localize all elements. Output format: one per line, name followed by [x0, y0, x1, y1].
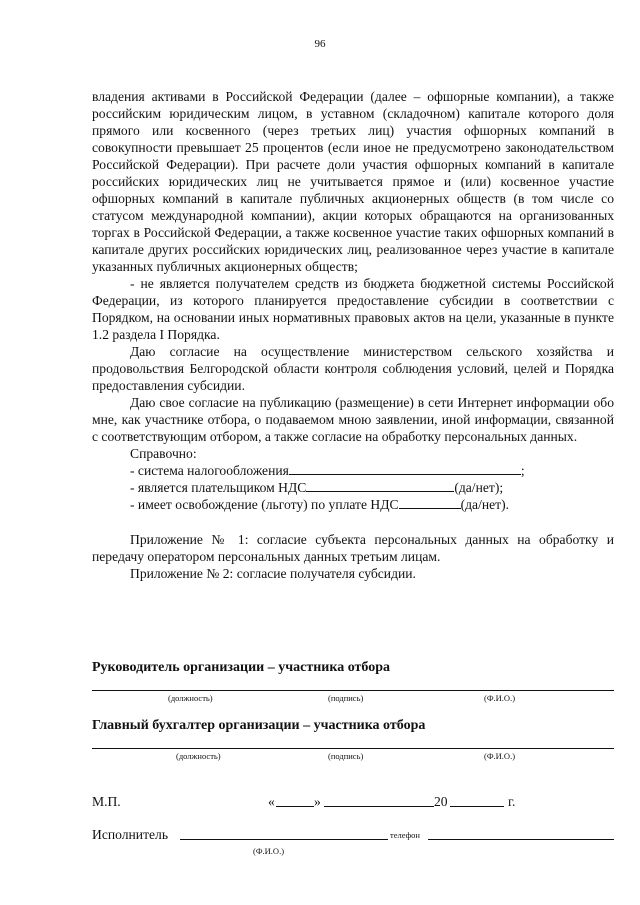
- stamp-label: М.П.: [92, 794, 121, 809]
- head-signature-title: Руководитель организации – участника отбора: [92, 660, 391, 675]
- reference-vat-exempt: - имеет освобождение (льготу) по уплате НДС (да/нет).: [130, 497, 510, 512]
- date-year-suffix: г.: [508, 794, 516, 809]
- date-month-blank: [324, 806, 434, 807]
- head-signature-label: (подпись): [328, 693, 364, 703]
- paragraph-budget: - не является получателем средств из бюджета бюджетной системы Российской Федерации, из которого планируется предоставление субсидии в соответствии с Порядком, на основании иных нормативных правовых актов на цели, указанные в пункте 1.2 раздела I Порядка.: [92, 276, 614, 342]
- reference-tax-system: - система налогообложения ;: [130, 463, 525, 478]
- head-signature-block: [92, 660, 614, 703]
- date-quote-close: »: [314, 794, 321, 809]
- accountant-signature-label: (подпись): [328, 751, 364, 761]
- date-quote-open: «: [268, 794, 275, 809]
- accountant-signature-block: [92, 718, 614, 761]
- accountant-signature-title: Главный бухгалтер организации – участника отбора: [92, 718, 426, 733]
- paragraph-publication-consent: Даю свое согласие на публикацию (размещение) в сети Интернет информации обо мне, как участнике отбора, о подаваемом мною заявлении, иной информации, связанной с соответствующим отбором, а также согласие на обработку персональных данных.: [92, 395, 614, 444]
- appendix-2: Приложение № 2: согласие получателя субсидии.: [130, 566, 416, 581]
- paragraph-control-consent: Даю согласие на осуществление министерством сельского хозяйства и продовольствия Белгородской области контроля соблюдения условий, целей и Порядка предоставления субсидии.: [92, 344, 614, 393]
- vat-payer-blank: [306, 480, 454, 492]
- accountant-position-label: (должность): [176, 751, 221, 761]
- head-position-label: (должность): [168, 693, 213, 703]
- executor-row: [92, 827, 614, 845]
- executor-label: Исполнитель: [92, 827, 169, 842]
- head-name-label: (Ф.И.О.): [484, 693, 516, 703]
- reference-vat-payer: - является плательщиком НДС (да/нет);: [130, 480, 504, 495]
- tax-system-blank: [289, 463, 521, 475]
- date-year-blank: [450, 806, 504, 807]
- page-number: 96: [314, 38, 326, 50]
- stamp-date-row: [92, 794, 614, 812]
- date-day-blank: [276, 806, 314, 807]
- phone-label: телефон: [390, 830, 420, 840]
- document-body: [92, 88, 614, 582]
- vat-exempt-blank: [399, 497, 461, 509]
- paragraph-offshore: владения активами в Российской Федерации (далее – офшорные компании), а также российским юридическим лицом, в уставном (складочном) капитале которого доля прямого или косвенного (через третьих лиц) участия офшорных компаний в совокупности превышает 25 процентов (если иное не предусмотрено законодательством Российской Федерации). При расчете доли участия офшорных компаний в капитале российских юридических лиц не учитывается прямое и (или) косвенное участие офшорных компаний в капитале публичных акционерных обществ (в том числе со статусом международной компании), акции которых обращаются на организованных торгах в Российской Федерации, а также косвенное участие таких офшорных компаний в капитале других российских юридических лиц, реализованное через участие в капитале указанных публичных акционерных обществ;: [92, 89, 614, 274]
- executor-name-blank: [180, 839, 388, 840]
- executor-name-label: (Ф.И.О.): [253, 846, 285, 856]
- phone-blank: [428, 839, 614, 840]
- date-year-prefix: 20: [434, 794, 448, 809]
- appendix-1: Приложение № 1: согласие субъекта персональных данных на обработку и передачу оператором персональных данных третьим лицам.: [92, 532, 614, 564]
- accountant-name-label: (Ф.И.О.): [484, 751, 516, 761]
- reference-heading: Справочно:: [130, 446, 197, 461]
